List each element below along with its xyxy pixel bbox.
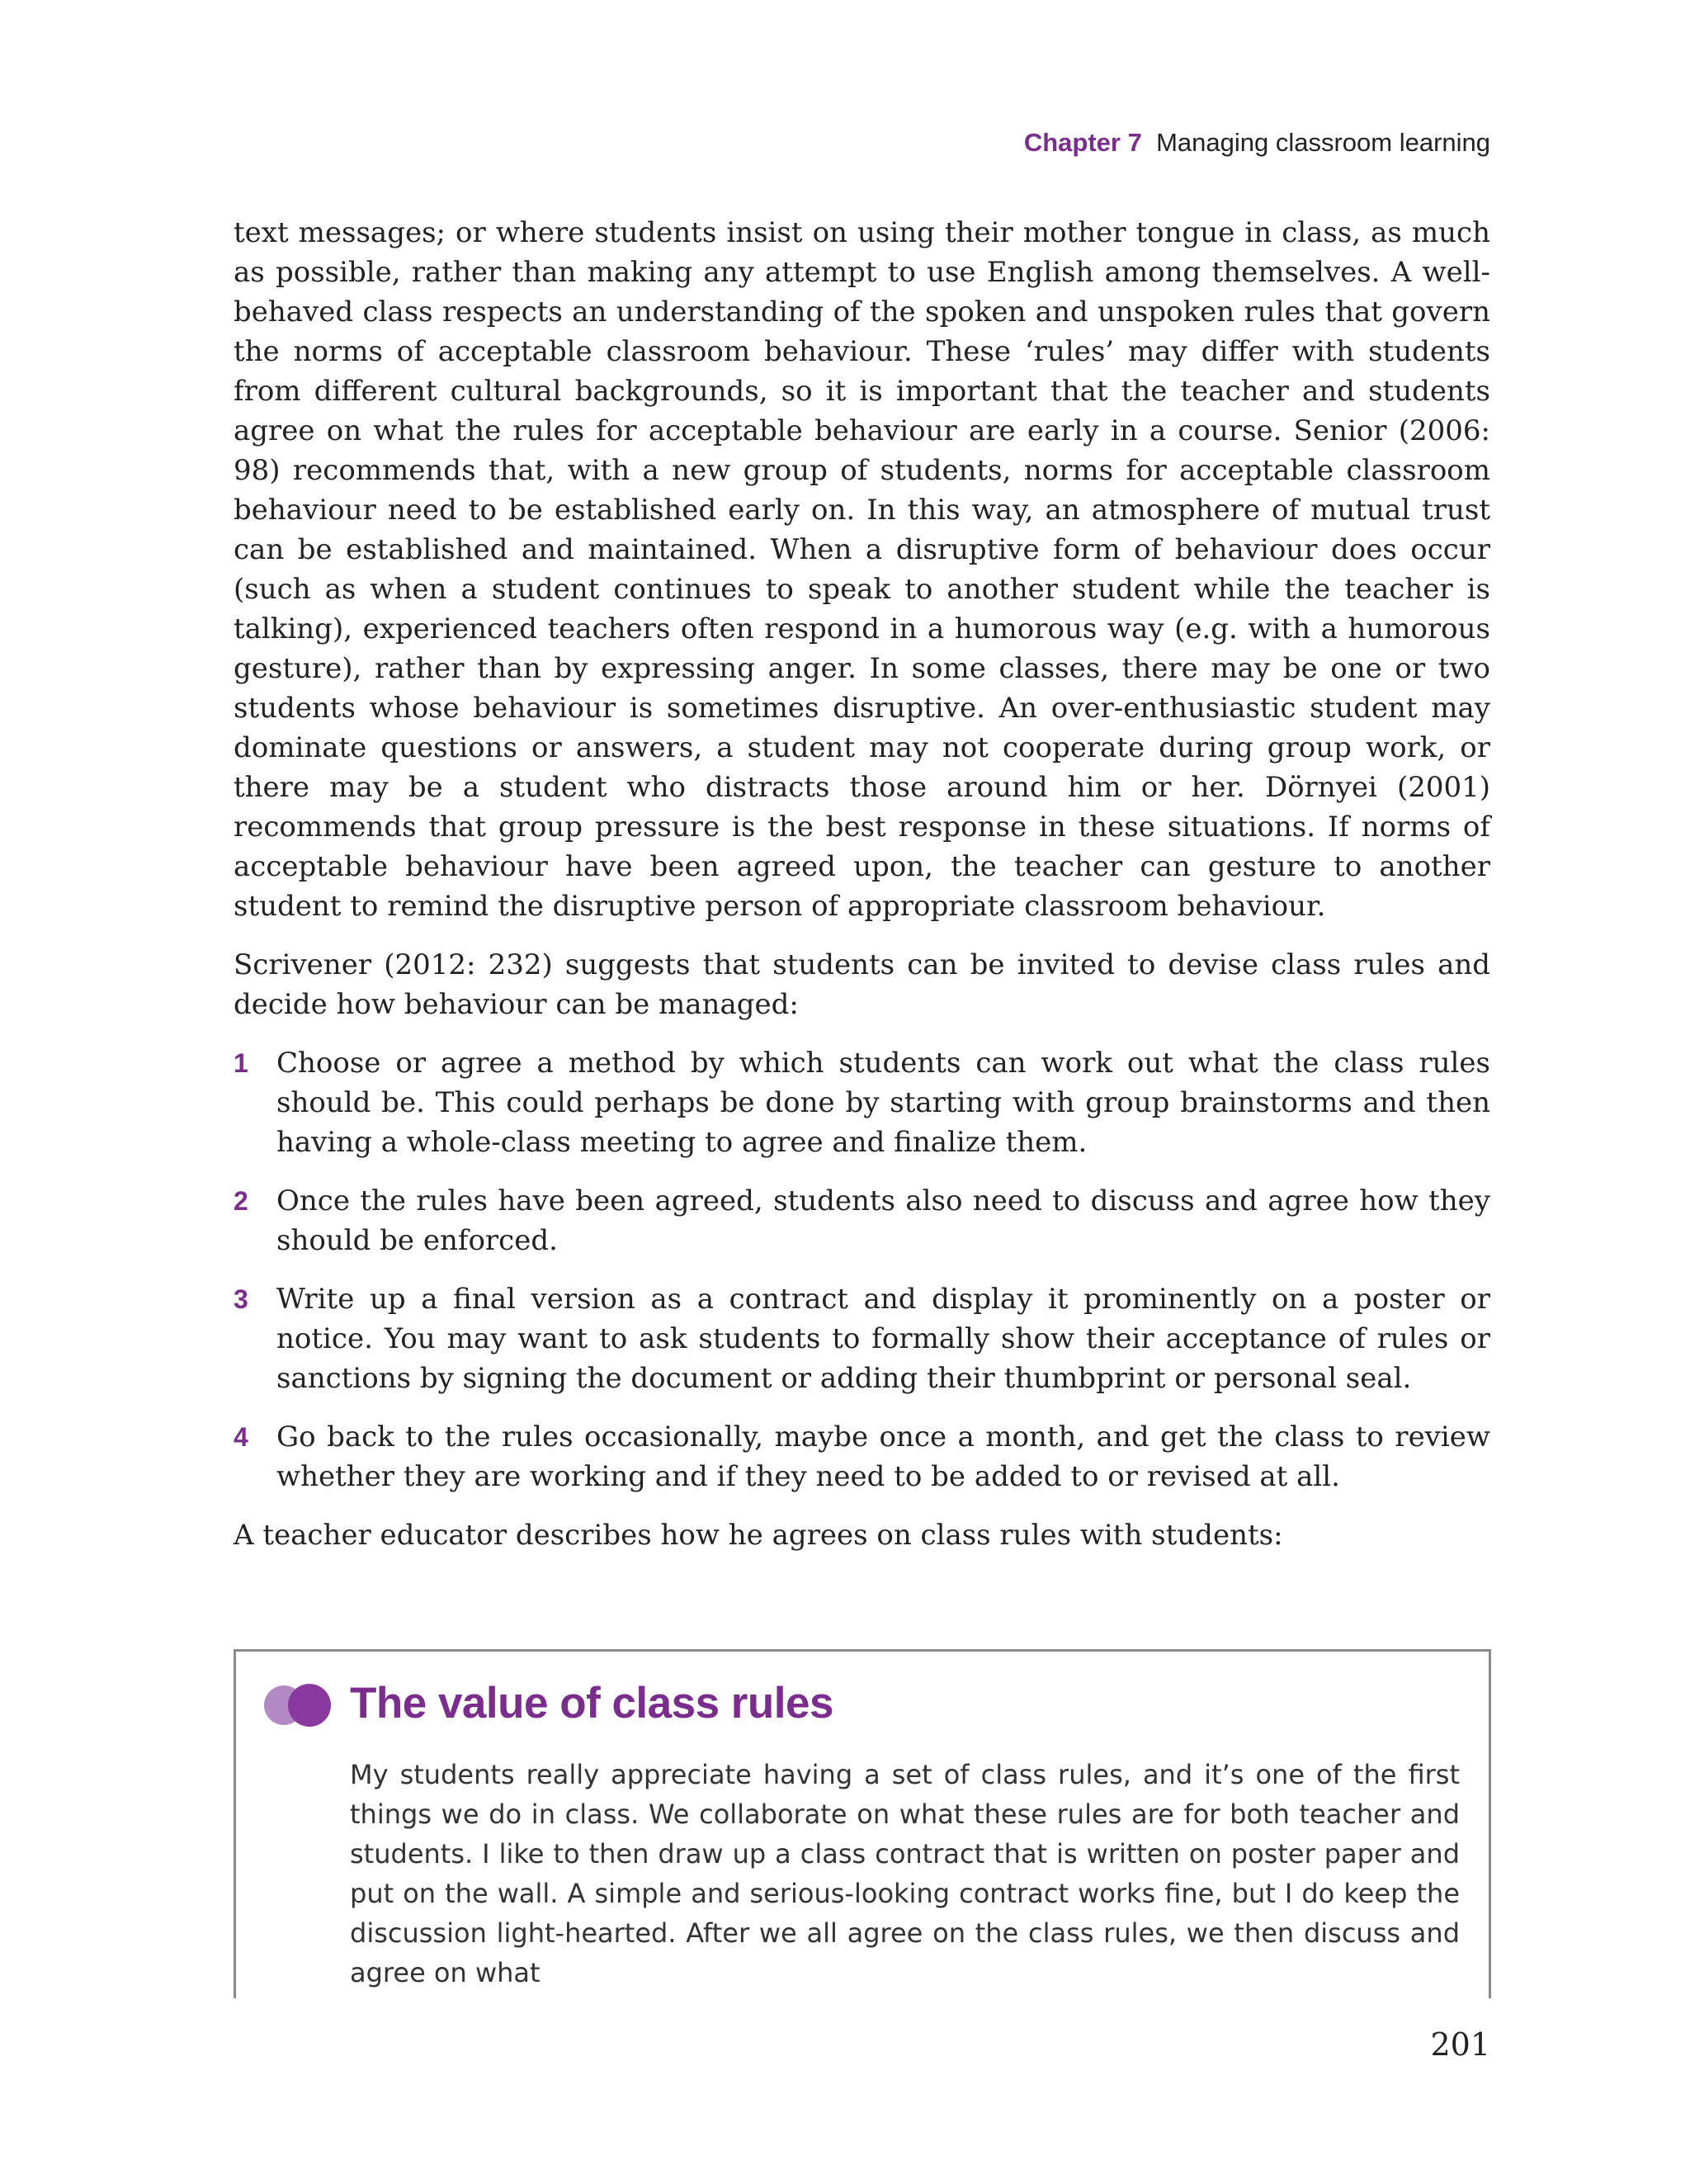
running-head [1024,128,1490,158]
paragraph: Scrivener (2012: 232) suggests that students can be invited to devise class rules and decide how behaviour can be managed: [234,948,1490,1021]
list-item-text: Once the rules have been agreed, students also need to discuss and agree how they should be enforced. [276,1184,1490,1257]
list-item-number: 3 [234,1284,248,1314]
list-item-text: Choose or agree a method by which students can work out what the class rules should be. This could perhaps be done by starting with group brainstorms and then having a whole-class meeting to agree and finalize them. [276,1047,1490,1159]
two-circles-icon [263,1682,333,1728]
list-item-number: 4 [234,1422,248,1452]
paragraph: text messages; or where students insist on using their mother tongue in class, as much as possible, rather than making any attempt to use English among themselves. A well-behaved class respects an understanding of the spoken and unspoken rules that govern the norms of acceptable classroom behaviour. These ‘rules’ may differ with students from different cultural backgrounds, so it is important that the teacher and students agree on what the rules for acceptable behaviour are early in a course. Senior (2006: 98) recommends that, with a new group of students, norms for acceptable classroom behaviour need to be established early on. In this way, an atmosphere of mutual trust can be established and maintained. When a disruptive form of behaviour does occur (such as when a student continues to speak to another student while the teacher is talking), experienced teachers often respond in a humorous way (e.g. with a humorous gesture), rather than by expressing anger. In some classes, there may be one or two students whose behaviour is sometimes disruptive. An over-enthusiastic student may dominate questions or answers, a student may not cooperate during group work, or there may be a student who distracts those around him or her. Dörnyei (2001) recommends that group pressure is the best response in these situations. If norms of acceptable behaviour have been agreed upon, the teacher can gesture to another student to remind the disruptive person of appropriate classroom behaviour. [234,216,1490,923]
list-item-text: Go back to the rules occasionally, maybe once a month, and get the class to review whether they are working and if they need to be added to or revised at all. [276,1421,1490,1493]
list-item-number: 1 [234,1048,248,1078]
list-item [234,1279,1490,1398]
main-text [234,213,1490,1574]
paragraph: A teacher educator describes how he agrees on class rules with students: [234,1519,1283,1552]
class-rules-list [234,1043,1490,1496]
quote-box [234,1649,1491,1998]
chapter-label: Chapter 7 [1023,128,1142,157]
list-item [234,1181,1490,1260]
box-title: The value of class rules [350,1679,833,1728]
box-text: My students really appreciate having a set of class rules, and it’s one of the first things we do in class. We collaborate on what these rules are for both teacher and students. I like to then draw up a class contract that is written on poster paper and put on the wall. A simple and serious-looking contract works fine, but I do keep the discussion light-hearted. After we all agree on the class rules, we then discuss and agree on what [350,1759,1460,1988]
list-item-text: Write up a final version as a contract and display it prominently on a poster or notice. You may want to ask students to formally show their acceptance of rules or sanctions by signing the document or adding their thumbprint or personal seal. [276,1283,1490,1395]
list-item [234,1417,1490,1496]
list-item [234,1043,1490,1162]
list-item-number: 2 [234,1186,248,1216]
page-number: 201 [1430,2026,1490,2063]
chapter-title: Managing classroom learning [1156,128,1490,157]
